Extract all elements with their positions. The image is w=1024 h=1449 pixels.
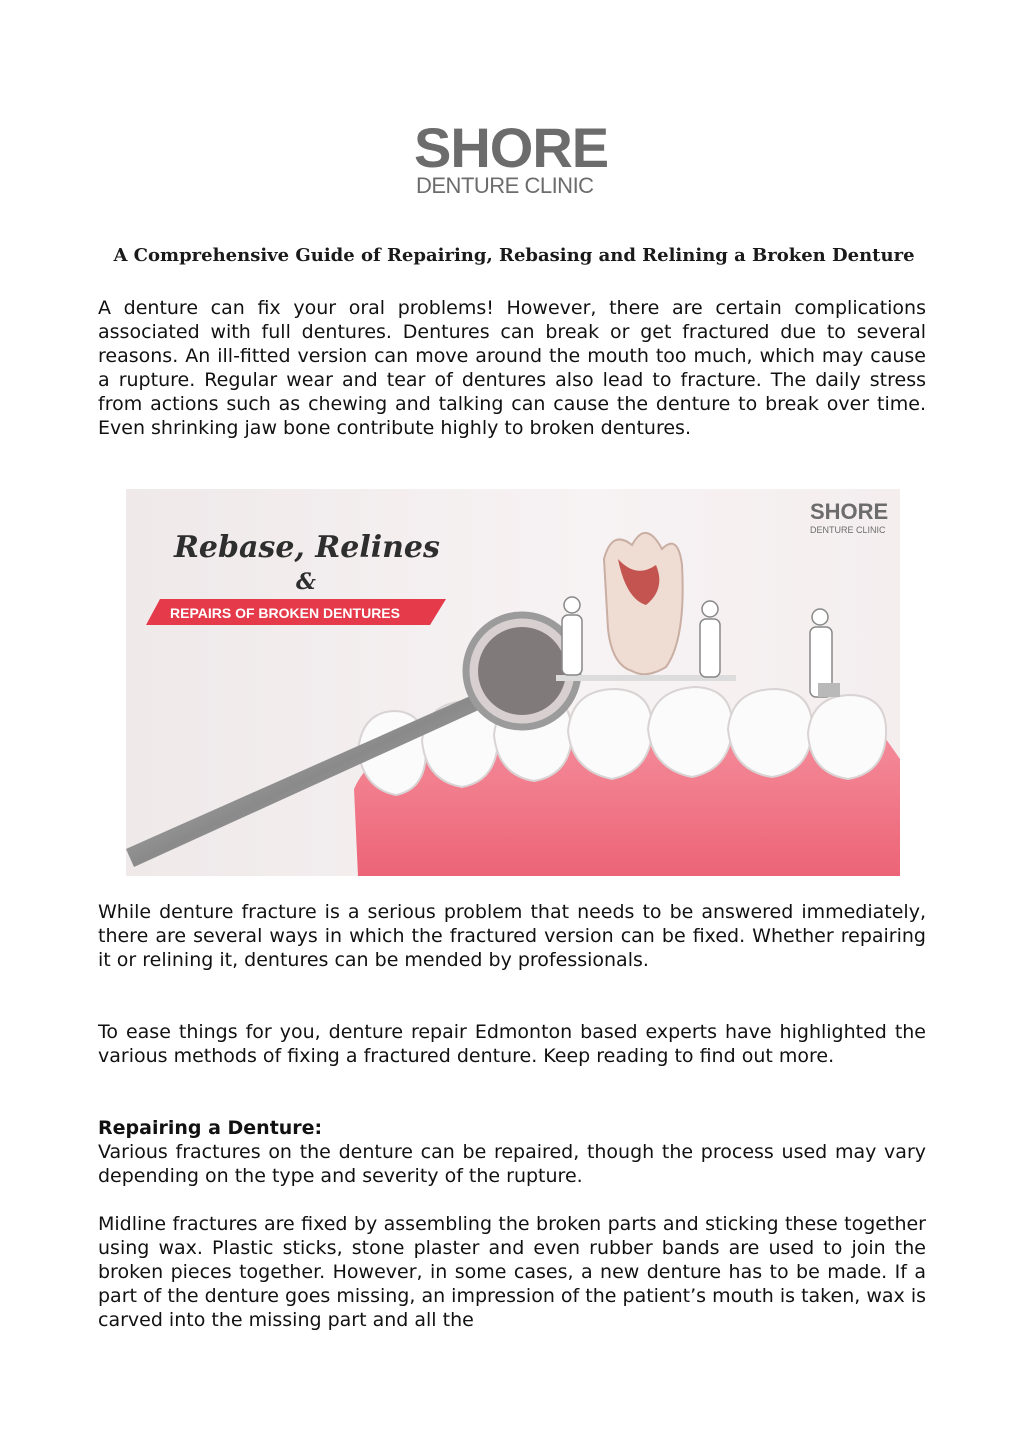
briefcase-icon (818, 683, 840, 697)
banner-headline: Rebase, Relines (174, 530, 440, 565)
section-paragraph-2: Midline fractures are fixed by assembling the broken parts and sticking these together using wax. Plastic sticks, stone plaster and even rubber bands are used to join the broken pieces together. However, in some cases, a new denture has to be made. If a part of the denture goes missing, an impression of the patient’s mouth is taken, wax is carved into the missing part and all the (98, 1213, 926, 1331)
shore-logo (414, 118, 614, 200)
banner-ribbon-text: REPAIRS OF BROKEN DENTURES (170, 605, 400, 621)
paragraph-fracture: While denture fracture is a serious problem that needs to be answered immediately, there are several ways in which the fractured version can be fixed. Whether repairing it or relining it, dentures can be mended by professionals. (98, 901, 926, 971)
banner-logo-line1: SHORE (810, 499, 889, 524)
logo-line1: SHORE (414, 116, 609, 179)
banner-logo-line2: DENTURE CLINIC (810, 525, 886, 535)
logo-line2: DENTURE CLINIC (416, 173, 594, 198)
page-title: A Comprehensive Guide of Repairing, Rebasing and Relining a Broken Denture (113, 245, 915, 266)
paragraph-experts: To ease things for you, denture repair Edmonton based experts have highlighted the various methods of fixing a fractured denture. Keep reading to find out more. (98, 1021, 926, 1067)
banner-illustration (126, 489, 900, 876)
banner-ampersand: & (296, 569, 316, 595)
section-paragraph-1: Various fractures on the denture can be repaired, though the process used may vary depending on the type and severity of the rupture. (98, 1141, 926, 1187)
intro-paragraph: A denture can fix your oral problems! However, there are certain complications associated with full dentures. Dentures can break or get fractured due to several reasons. An ill-fitted version can move around the mouth too much, which may cause a rupture. Regular wear and tear of dentures also lead to fracture. The daily stress from actions such as chewing and talking can cause the denture to break over time. Even shrinking jaw bone contribute highly to broken dentures. (98, 297, 926, 439)
banner-image (126, 489, 900, 876)
section-heading: Repairing a Denture: (98, 1117, 323, 1139)
